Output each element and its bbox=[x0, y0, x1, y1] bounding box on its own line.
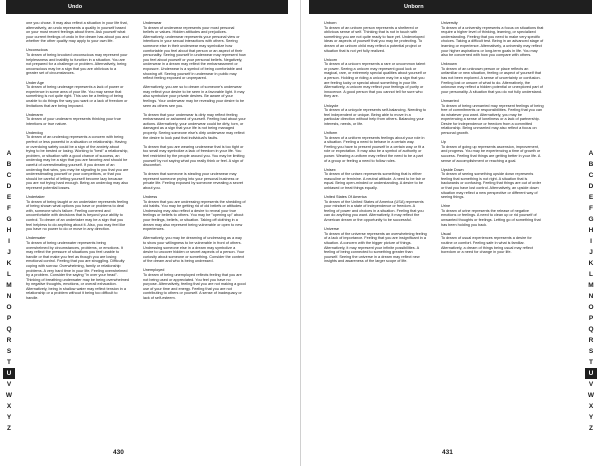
entry-definition: To dream of an underdog represents a concern with being perfect or less powerful in a situation or relationship. Having or overdoing safety could be a sign of the anxiety about trying to be bested or losing. Working to "best" a relationship, problem, or situation with a good chance of success, an underdog may be a sign that you are favoring and should be careful of overestimating yourself. If you dream of an underdog that wins, you may be signaling to you that you are underestimating yourself or your competitors, or that you should be careful of letting yourself become lazy because you are not trying hard enough. Being an underdog may also represent potential losses. bbox=[26, 135, 129, 190]
thumb-tab-x[interactable]: X bbox=[6, 403, 12, 410]
entry-definition: To dream of underwear represents your most personal beliefs or values. Hidden attitudes and prejudices. Alternatively, underwear represents your personal view or intentions in your sexual interactions with others. Seeing someone else in their underwear may symbolize how comfortable you feel about that person or an aspect of their personality. Seeing yourself in underwear may represent how you feel about yourself or your personal beliefs. Negatively, underwear in a dream may reflect the embarrassment or exposure. Underwear is a symbol of being comfortable and showing off. Seeing yourself in underwear in public may reflect feeling exposed or unprepared. bbox=[143, 25, 246, 81]
dictionary-entry bbox=[143, 195, 246, 232]
entry-definition: To dream that you are undressing represents the shedding of old habits. You may be getting rid of old beliefs or attitudes. Undressing may also reflect a desire to reveal your true feelings or beliefs to others. You may be "opening up" about your feelings, beliefs, or situation. Taking off clothing in a dream may also represent being vulnerable or open to new experiences. bbox=[143, 199, 246, 232]
thumb-tab-q[interactable]: Q bbox=[588, 326, 594, 333]
entry-definition: To dream of a university represents a focus on situations that require a higher level of thinking, learning, or specialized understanding. Feeling that you need to make very specific choices. Taking a difficult test. Being in an advanced stage of learning or experience. Alternatively, a university may reflect your higher aspirations or long-term goals in life. You may also be concerned with how you compare with others. bbox=[441, 25, 544, 58]
dictionary-entry bbox=[441, 232, 544, 255]
dictionary-entry bbox=[324, 104, 427, 127]
entry-term: Unicycle bbox=[324, 103, 339, 108]
dictionary-entry bbox=[26, 236, 129, 300]
header-title: Undo bbox=[68, 4, 83, 10]
entry-term: Underarm bbox=[26, 112, 43, 117]
thumb-tab-n[interactable]: N bbox=[6, 293, 12, 300]
entry-definition: To dream of the United States of America (USA) represents your mindset in a state of independence or freedom. A feeling of power and choices in a situation. Feeling that you can do anything you want. Alternatively, it may reflect the American dream or the opportunity to be successful. bbox=[324, 199, 424, 223]
dictionary-entry bbox=[26, 48, 129, 76]
entry-definition: To dream of the universe represents an overwhelming feeling of a lack of importance. Feeling that you are insignificant in a situation. A concern with the bigger picture of things. Alternatively, it may represent your infinite possibilities. A feeling of being connected to something greater than yourself. Seeing the universe in a dream may reflect new insights and awareness of the larger scope of life. bbox=[324, 231, 427, 264]
thumb-tab-g[interactable]: G bbox=[588, 216, 594, 223]
thumb-tab-s[interactable]: S bbox=[6, 348, 12, 355]
entry-definition: To dream of going up represents ascension, improvement, and progress. You may be experiencing a time of growth or success. Feeling that things are getting better in your life. A sense of accomplishment or reaching a goal. bbox=[441, 144, 541, 163]
entry-definition: Alternatively, you may be dreaming of undressing as a way to show your willingness to be vulnerable in front of others. Undressing someone else in a dream may symbolize a desire to uncover hidden or secret aspects of a person. Your curiosity about someone or something. Consider the context of the dream and who is being undressed. bbox=[143, 236, 245, 264]
thumb-tab-g[interactable]: G bbox=[6, 216, 12, 223]
thumb-tab-r[interactable]: R bbox=[6, 337, 12, 344]
thumb-index bbox=[585, 148, 597, 434]
entry-definition: To dream that your underwear is dirty may reflect feeling embarrassed or ashamed of yourself. Feeling bad about your actions. Alternatively, your underwear could be dirty, torn, or damaged as a sign that your life is not being managed properly. Seeing someone else's dirty underwear may reflect the desire to look past that individual's faults. bbox=[143, 112, 246, 140]
thumb-tab-e[interactable]: E bbox=[6, 194, 12, 201]
entry-term: Underwear bbox=[143, 21, 162, 25]
thumb-tab-v[interactable]: V bbox=[6, 381, 12, 388]
thumb-tab-l[interactable]: L bbox=[7, 271, 11, 278]
thumb-tab-e[interactable]: E bbox=[588, 194, 594, 201]
right-column-1 bbox=[324, 21, 427, 440]
dictionary-entry bbox=[324, 131, 427, 163]
entry-definition: To dream that someone is stealing your underwear may represent someone prying into your personal business or private life. Feeling exposed by someone revealing a secret about you. bbox=[143, 172, 244, 190]
entry-term: Unisex bbox=[324, 167, 336, 172]
entry-definition: To dream of being unemployed reflects feeling that you are not being used or appreciated. You feel you have no purpose. Alternatively, feeling that you are not making a good use of your time and energy. Feeling that you are not contributing to others or yourself. A sense of inadequacy or lack of self-esteem. bbox=[143, 273, 246, 300]
entry-definition: To dream of usual experiences represents a desire for routine or comfort. Feeling safe in what is familiar. Alternatively, a dream of things being usual may reflect boredom or a need for change in your life. bbox=[441, 236, 533, 255]
thumb-tab-u[interactable]: U bbox=[585, 368, 597, 379]
thumb-tab-s[interactable]: S bbox=[588, 348, 594, 355]
thumb-tab-a[interactable]: A bbox=[588, 150, 594, 157]
right-page bbox=[300, 0, 600, 466]
entry-term: Unmarried bbox=[441, 98, 459, 103]
entry-term: Undertaker bbox=[26, 195, 45, 200]
thumb-tab-i[interactable]: I bbox=[8, 238, 10, 245]
dictionary-entry bbox=[143, 113, 246, 141]
thumb-tab-f[interactable]: F bbox=[7, 205, 11, 212]
thumb-tab-n[interactable]: N bbox=[588, 293, 594, 300]
dictionary-entry bbox=[441, 140, 544, 163]
dictionary-entry bbox=[324, 21, 427, 53]
entry-definition: To dream of a unicycle represents self-balancing. Needing to feel independent or unique. Being able to move in a particular direction without help from others. Balancing your interests, needs, or life. bbox=[324, 108, 426, 126]
entry-definition: To dream of urine represents the release of negative emotions or feelings. A need to clean up or rid yourself of unwanted thoughts or feelings. Letting go of something that has been holding you back. bbox=[441, 208, 541, 227]
page-number: 431 bbox=[442, 449, 453, 456]
thumb-tab-x[interactable]: X bbox=[588, 403, 594, 410]
dictionary-entry bbox=[26, 195, 129, 232]
entry-definition: To dream of a uniform represents feelings about your role in a situation. Feeling a need to behave in a certain way. Feeling you have to present yourself in a certain way or fit a role or expectation. It may also be a symbol of authority or power. Wearing a uniform may reflect the need to be a part of a group or feeling a need to follow rules. bbox=[324, 135, 425, 163]
entry-definition: To dream of the unisex represents something that is either masculine or feminine. A neutral attitude. A need to be fair or equal. Being open-minded or understanding. A desire to be unbiased or treat things equally. bbox=[324, 172, 426, 190]
dictionary-entry bbox=[143, 268, 246, 300]
thumb-tab-k[interactable]: K bbox=[6, 260, 12, 267]
dictionary-entry bbox=[324, 195, 427, 223]
thumb-tab-w[interactable]: W bbox=[587, 392, 595, 399]
thumb-tab-c[interactable]: C bbox=[588, 172, 594, 179]
thumb-tab-a[interactable]: A bbox=[6, 150, 12, 157]
dictionary-entry bbox=[441, 168, 544, 200]
header-title: Unborn bbox=[404, 4, 424, 10]
entry-term: Unemployed bbox=[143, 268, 165, 273]
entry-definition: To dream of being knocked unconscious may represent your helplessness and inability to function in a situation. You are not prepared for a challenge or problem. Alternatively, being unconscious may be a sign that you are oblivious to a greater set of circumstances. bbox=[26, 53, 128, 76]
thumb-tab-i[interactable]: I bbox=[590, 238, 592, 245]
entry-term: Undress bbox=[143, 195, 158, 200]
page-number: 430 bbox=[113, 449, 124, 456]
entry-term: Universe bbox=[324, 227, 339, 232]
thumb-tab-l[interactable]: L bbox=[589, 271, 593, 278]
dictionary-entry bbox=[441, 204, 544, 227]
entry-definition: To dream of being taught or an undertaker represents feeling of being shown what options you have or problems to deal with, someone who's failure. Feeling cornered and uncomfortable with decisions that is beyond your ability to control. To dream of an undertaker may be a sign that you feel helpless to do anything about it. Also, you may feel like you have no power to do or move in any direction. bbox=[26, 199, 129, 232]
thumb-tab-k[interactable]: K bbox=[588, 260, 594, 267]
thumb-tab-t[interactable]: T bbox=[589, 359, 593, 366]
thumb-tab-c[interactable]: C bbox=[6, 172, 12, 179]
dictionary-entry bbox=[324, 58, 427, 99]
entry-term: Unknown bbox=[441, 62, 457, 67]
thumb-tab-q[interactable]: Q bbox=[6, 326, 12, 333]
thumb-tab-u[interactable]: U bbox=[3, 368, 15, 379]
thumb-tab-m[interactable]: M bbox=[6, 282, 12, 289]
dictionary-entry bbox=[26, 81, 129, 109]
entry-definition: To dream of a unicorn represents a rare or uncommon talent or power. Seeing a unicorn may represent good luck or magical, rare, or extremely special qualities about yourself or a person. Holding or riding a unicorn may be a sign that you are feeling lucky or special about something in your life. Alternatively, a unicorn may reflect your feelings of purity or innocence. A good person that you cannot tell for sure who they are. bbox=[324, 62, 427, 99]
entry-term: Unconscious bbox=[26, 48, 48, 53]
entry-definition: To dream of being underwater represents being overwhelmed by circumstances, problems, or emotions. It may reflect the pressure of situations you feel unable to handle or that make you feel as though you are losing emotional control. Feeling that you are struggling. Difficulty coping with sorrow. Overwhelming, family or relationship problems. A very hard time in your life. Feeling overwhelmed by a problem. Consider the saying "in over your head". Thinking of breathing underwater may be being overwhelmed by negative thoughts, emotions, or overall exhaustion. Alternatively, being in shallow water may reflect tension in a relationship or a problem without it being too difficult to handle. bbox=[26, 240, 129, 301]
entry-definition: Alternatively, you are so to dream of someone's underwear may reflect your desire to be seen in a favorable light. It may also symbolize your private desires. Be aware of your feelings. Your underwear may be revealing your desire to be seen as others see you. bbox=[143, 85, 245, 108]
entry-definition: To dream of your underarm represents thinking your true intentions or true nature. bbox=[26, 117, 121, 126]
thumb-tab-t[interactable]: T bbox=[7, 359, 11, 366]
thumb-tab-p[interactable]: P bbox=[6, 315, 12, 322]
dictionary-entry bbox=[441, 99, 544, 136]
thumb-tab-p[interactable]: P bbox=[588, 315, 594, 322]
dictionary-entry bbox=[143, 145, 246, 168]
entry-term: Uniform bbox=[324, 130, 338, 135]
dictionary-entry bbox=[441, 62, 544, 94]
thumb-tab-v[interactable]: V bbox=[588, 381, 594, 388]
thumb-index bbox=[3, 148, 15, 434]
entry-term: Unborn bbox=[324, 21, 337, 25]
entry-term: Usual bbox=[441, 231, 451, 236]
dictionary-entry bbox=[324, 168, 427, 191]
entry-term: Upside Down bbox=[441, 167, 464, 172]
thumb-tab-r[interactable]: R bbox=[588, 337, 594, 344]
entry-term: Unicorn bbox=[324, 57, 338, 62]
entry-term: Underdog bbox=[26, 130, 43, 135]
thumb-tab-y[interactable]: Y bbox=[6, 414, 12, 421]
thumb-tab-d[interactable]: D bbox=[6, 183, 12, 190]
left-column-2 bbox=[143, 21, 246, 440]
entry-definition: To dream of being underage represents a lack of power or experience in some area of your life. You may sense that something is not quite right. This can be a feeling of being unable to do things the way you want or a lack of freedom or limitations that are being imposed. bbox=[26, 85, 128, 108]
thumb-tab-f[interactable]: F bbox=[589, 205, 593, 212]
entry-definition: To dream of an unborn person represents a sheltered or oblivious sense of self. Thinking that is not in touch with something you are not quite ready to face yet. Undeveloped ideas or aspects of yourself that you may be protecting. To dream of an unborn child may reflect a potential project or situation that is not yet fully realized. bbox=[324, 25, 425, 53]
entry-definition: To dream of being unmarried may represent feelings of being free of commitments or responsibilities. Feeling that you can do whatever you want. Alternatively, you may be experiencing a sense of loneliness or a lack of partnership. Desire for independence or freedom from a committed relationship. Being unmarried may also reflect a focus on personal growth. bbox=[441, 103, 544, 136]
dictionary-entry bbox=[26, 113, 129, 127]
entry-term: Under Age bbox=[26, 80, 44, 85]
entry-term: United States Of America bbox=[324, 195, 367, 200]
thumb-tab-b[interactable]: B bbox=[588, 161, 594, 168]
thumb-tab-m[interactable]: M bbox=[588, 282, 594, 289]
dictionary-entry bbox=[143, 172, 246, 190]
thumb-tab-y[interactable]: Y bbox=[588, 414, 594, 421]
thumb-tab-h[interactable]: H bbox=[6, 227, 12, 234]
thumb-tab-o[interactable]: O bbox=[588, 304, 594, 311]
thumb-tab-o[interactable]: O bbox=[6, 304, 12, 311]
entry-term: University bbox=[441, 21, 458, 25]
thumb-tab-h[interactable]: H bbox=[588, 227, 594, 234]
entry-definition: To dream that you are wearing underwear that is too tight or too small may symbolize a lack of freedom in your life. You feel restricted by the people around you. You may be limiting yourself by not saying what you really think or feel. A sign of discomfort. bbox=[143, 144, 245, 168]
entry-definition: one you chose. It may also reflect a situation in your life that, alternatively, an undo represents a quality in yourself based on your most recent feelings about them. Ask yourself what your current feelings of undo in the dream has about you and whether the other quality may apply to your own life. bbox=[26, 21, 129, 44]
dictionary-entry bbox=[441, 21, 544, 58]
dictionary-entry bbox=[26, 21, 129, 44]
thumb-tab-z[interactable]: Z bbox=[7, 425, 11, 432]
running-header bbox=[6, 0, 288, 14]
thumb-tab-d[interactable]: D bbox=[588, 183, 594, 190]
left-column-1 bbox=[26, 21, 129, 440]
dictionary-entry bbox=[324, 227, 427, 264]
entry-term: Up bbox=[441, 140, 446, 145]
entry-definition: To dream of seeing something upside down represents feeling that something is not right. A situation that is backwards or confusing. Feeling that things are out of order or that you have lost control. Alternatively, an upside down situation may reflect a new perspective or different way of seeing things. bbox=[441, 172, 542, 200]
entry-term: Underwater bbox=[26, 236, 46, 241]
entry-definition: To dream of an unknown person or place reflects an unfamiliar or new situation, feeling or aspect of yourself that has not been explored. A sense of uncertainty or confusion. Feeling lost or unsure of what to do. Alternatively, the unknown may reflect a hidden potential or unexplored part of your personality. A situation that you do not fully understand. bbox=[441, 66, 543, 94]
thumb-tab-j[interactable]: J bbox=[589, 249, 593, 256]
dictionary-entry bbox=[143, 21, 246, 81]
thumb-tab-w[interactable]: W bbox=[5, 392, 13, 399]
dictionary-entry bbox=[143, 236, 246, 264]
right-column-2 bbox=[441, 21, 544, 440]
dictionary-entry bbox=[143, 85, 246, 108]
running-header bbox=[309, 0, 592, 14]
thumb-tab-j[interactable]: J bbox=[7, 249, 11, 256]
dictionary-entry bbox=[26, 131, 129, 191]
entry-term: Urine bbox=[441, 204, 451, 209]
thumb-tab-z[interactable]: Z bbox=[589, 425, 593, 432]
thumb-tab-b[interactable]: B bbox=[6, 161, 12, 168]
